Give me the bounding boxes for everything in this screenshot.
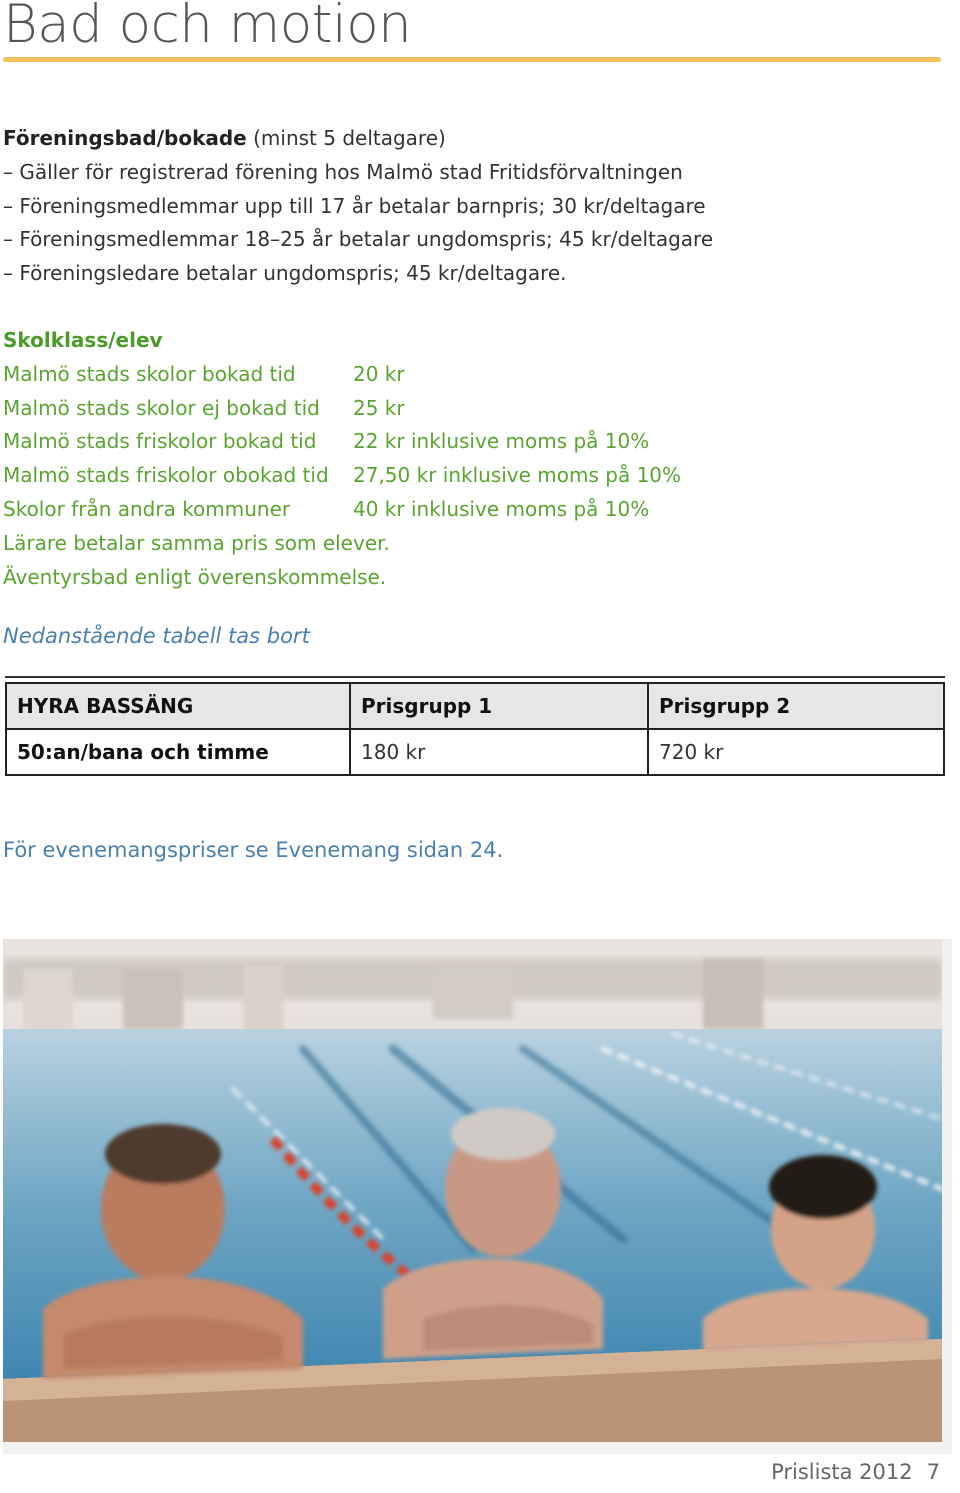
foreningsbad-line: – Föreningsmedlemmar 18–25 år betalar ungdomspris; 45 kr/deltagare <box>3 227 714 252</box>
price-row <box>3 459 681 493</box>
foreningsbad-line: – Föreningsledare betalar ungdomspris; 45 kr/deltagare. <box>3 261 567 286</box>
rent-table-container <box>5 676 945 776</box>
foreningsbad-line: – Föreningsmedlemmar upp till 17 år betalar barnpris; 30 kr/deltagare <box>3 193 706 218</box>
foreningsbad-heading-bold: Föreningsbad/bokade <box>3 126 247 150</box>
events-note: För evenemangspriser se Evenemang sidan 24. <box>3 838 504 862</box>
foreningsbad-section <box>3 122 713 291</box>
price-label: Malmö stads friskolor obokad tid <box>3 463 329 488</box>
table-header-cell: Prisgrupp 2 <box>648 683 944 729</box>
table-cell: 720 kr <box>648 729 944 775</box>
skolklass-heading: Skolklass/elev <box>3 328 163 352</box>
price-label: Skolor från andra kommuner <box>3 496 291 521</box>
price-row <box>3 392 681 426</box>
skolklass-note: Lärare betalar samma pris som elever. <box>3 530 390 555</box>
rent-table <box>5 682 945 776</box>
table-cell: 50:an/bana och timme <box>6 729 350 775</box>
removed-table-note: Nedanstående tabell tas bort <box>3 624 310 648</box>
page-number: 7 <box>926 1460 940 1484</box>
skolklass-section <box>3 324 681 594</box>
price-row <box>3 425 681 459</box>
price-value: 27,50 kr inklusive moms på 10% <box>353 463 682 488</box>
price-row <box>3 358 681 392</box>
table-header-row <box>6 683 944 729</box>
page-footer <box>771 1460 940 1484</box>
price-value: 40 kr inklusive moms på 10% <box>353 496 650 521</box>
price-label: Malmö stads skolor ej bokad tid <box>3 395 320 420</box>
pool-illustration <box>3 939 942 1442</box>
table-cell: 180 kr <box>350 729 648 775</box>
foreningsbad-heading <box>3 122 713 156</box>
price-value: 25 kr <box>353 395 405 420</box>
table-row <box>6 729 944 775</box>
price-row <box>3 493 681 527</box>
price-label: Malmö stads skolor bokad tid <box>3 361 296 386</box>
skolklass-note: Äventyrsbad enligt överenskommelse. <box>3 564 387 589</box>
page-title: Bad och motion <box>3 0 412 55</box>
swimming-pool-photo <box>3 939 952 1454</box>
price-label: Malmö stads friskolor bokad tid <box>3 429 317 454</box>
table-header-cell: Prisgrupp 1 <box>350 683 648 729</box>
footer-label: Prislista 2012 <box>771 1460 913 1484</box>
title-divider <box>3 57 941 62</box>
price-value: 20 kr <box>353 361 405 386</box>
foreningsbad-heading-suffix: (minst 5 deltagare) <box>246 126 446 150</box>
price-value: 22 kr inklusive moms på 10% <box>353 429 650 454</box>
foreningsbad-line: – Gäller för registrerad förening hos Malmö stad Fritidsförvaltningen <box>3 159 683 184</box>
table-header-cell: HYRA BASSÄNG <box>6 683 350 729</box>
